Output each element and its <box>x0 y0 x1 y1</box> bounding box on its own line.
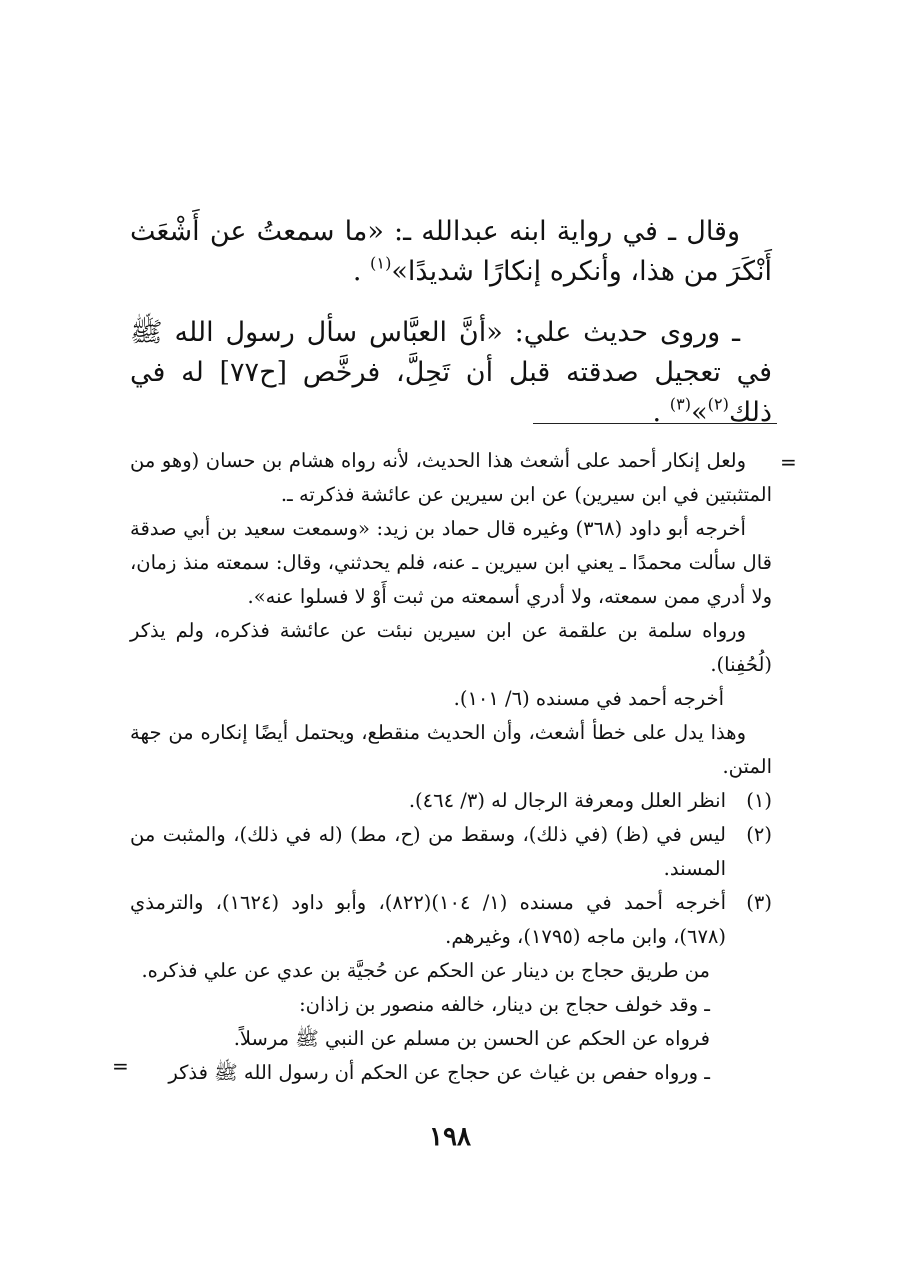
main-paragraph-1 <box>130 212 772 292</box>
footnote-number: (١) <box>746 789 772 812</box>
main-paragraph-2 <box>130 313 772 433</box>
footnote-ref-3[interactable]: (٣) <box>669 394 692 414</box>
footnote-continuation-line: ورواه سلمة بن علقمة عن ابن سيرين نبئت عن عائشة فذكره، ولم يذكر (لُحُفِنا). <box>130 619 772 676</box>
footnote-continuation-line: أخرجه أبو داود (٣٦٨) وغيره قال حماد بن زيد: «وسمعت سعيد بن أبي صدقة قال سألت محمدًا ـ يعني ابن سيرين ـ عنه، فلم يحدثني، وقال: سمعته منذ زمان، ولا أدري ممن سمعته، ولا أدري أسمعته من ثبت أَوْ لا فسلوا عنه». <box>130 517 772 608</box>
paragraph-1-end: . <box>352 256 362 287</box>
footnote-ref-1[interactable]: (١) <box>370 253 392 273</box>
footnote-3-line: ـ وقد خولف حجاج بن دينار، خالفه منصور بن زاذان: <box>299 993 710 1016</box>
footnote-number: (٢) <box>746 823 772 846</box>
footnote-continuation-line: وهذا يدل على خطأ أشعث، وأن الحديث منقطع، ويحتمل أيضًا إنكاره من جهة المتن. <box>130 721 772 778</box>
footnote-number: (٣) <box>746 891 772 914</box>
footnote-3-line: من طريق حجاج بن دينار عن الحكم عن حُجيَّة بن عدي عن علي فذكره. <box>141 959 710 982</box>
footnote-continuation-line: ولعل إنكار أحمد على أشعث هذا الحديث، لأنه رواه هشام بن حسان (وهو من المتثبتين في ابن سيرين) عن ابن سيرين عن عائشة فذكرته ـ. <box>130 449 772 506</box>
footnote-ref-2[interactable]: (٢) <box>707 394 729 414</box>
footnote-3-line: فرواه عن الحكم عن الحسن بن مسلم عن النبي ﷺ مرسلاً. <box>233 1027 710 1050</box>
footnote-1 <box>130 784 772 818</box>
footnote-2 <box>130 818 772 886</box>
main-text <box>130 212 772 454</box>
continuation-mark-bottom: = <box>112 1054 129 1078</box>
closing-quote: » <box>691 397 708 428</box>
paragraph-2-end: . <box>652 397 662 428</box>
footnotes-section <box>130 444 772 1090</box>
continuation-mark-top: = <box>780 450 797 474</box>
footnote-text: انظر العلل ومعرفة الرجال له (٣/ ٤٦٤). <box>408 789 726 812</box>
footnote-text: أخرجه أحمد في مسنده (١/ ١٠٤)(٨٢٢)، وأبو داود (١٦٢٤)، والترمذي (٦٧٨)، وابن ماجه (١٧٩٥)، وغيرهم. <box>130 891 726 948</box>
footnote-3 <box>130 886 772 954</box>
footnote-continuation-line: أخرجه أحمد في مسنده (٦/ ١٠١). <box>453 687 724 710</box>
footnote-text: ليس في (ظ) (في ذلك)، وسقط من (ح، مط) (له في ذلك)، والمثبت من المسند. <box>130 823 726 880</box>
page-number: ١٩٨ <box>429 1122 471 1152</box>
paragraph-2-text: ـ وروى حديث علي: «أنَّ العبَّاس سأل رسول الله ﷺ في تعجيل صدقته قبل أن تَحِلَّ، فرخَّص [ح٧٧] له في ذلك <box>130 317 773 428</box>
paragraph-1-text: وقال ـ في رواية ابنه عبدالله ـ: «ما سمعتُ عن أَشْعَث أَنْكَرَ من هذا، وأنكره إنكارًا شديدًا» <box>130 216 772 287</box>
footnote-3-line: ـ ورواه حفص بن غياث عن حجاج عن الحكم أن رسول الله ﷺ فذكر <box>168 1061 710 1084</box>
footnote-divider <box>533 423 777 424</box>
